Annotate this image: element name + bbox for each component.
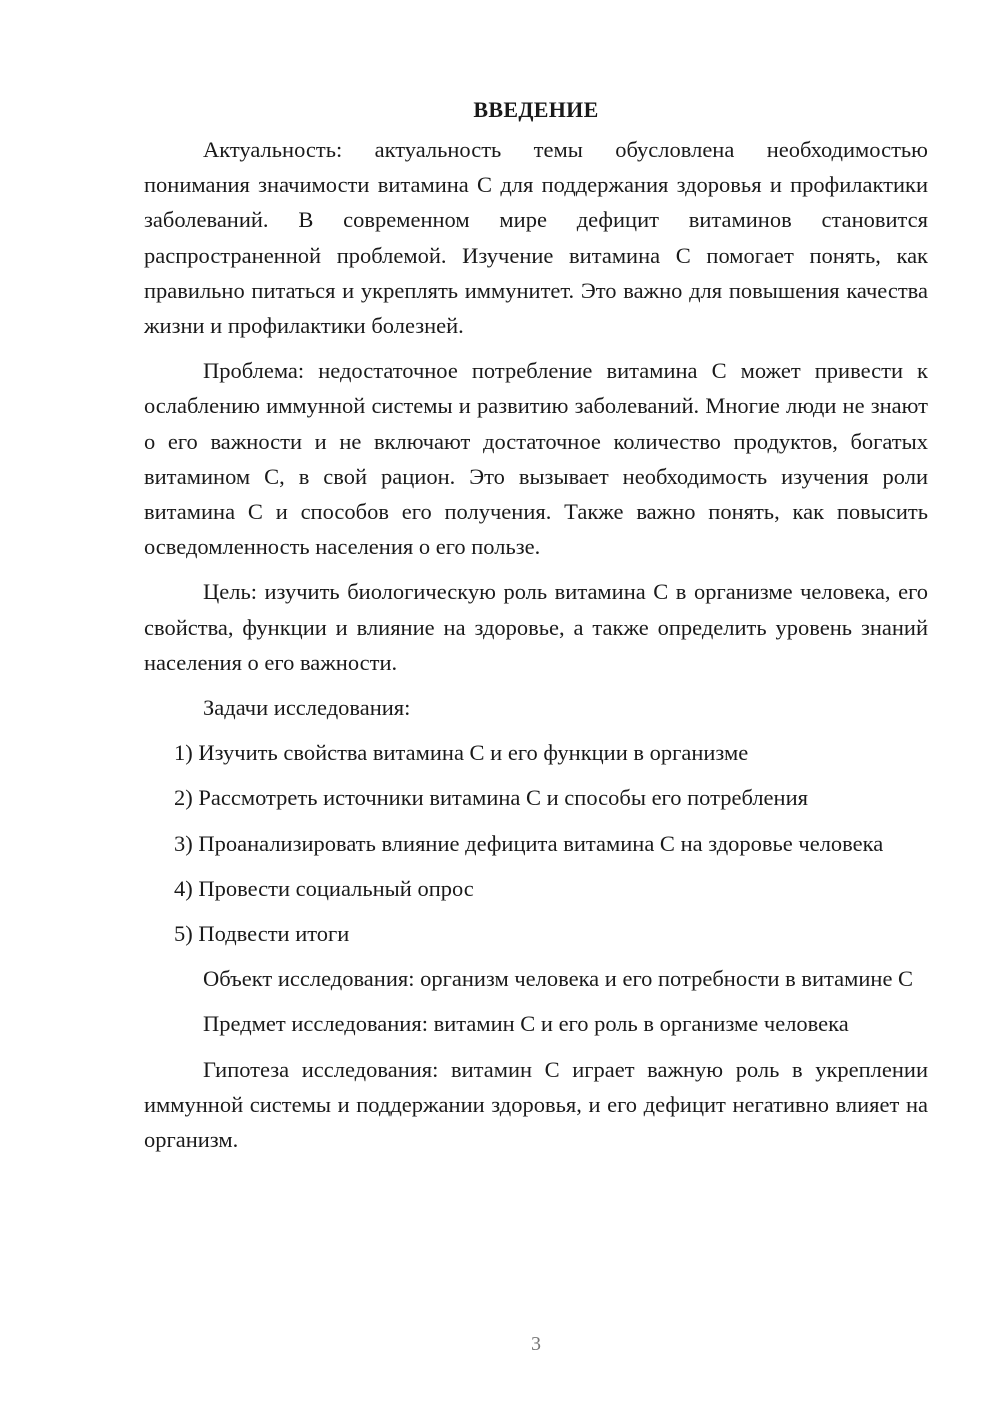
hypothesis-paragraph: Гипотеза исследования: витамин С играет важную роль в укреплении иммунной системы и поддержании здоровья, и его дефицит негативно влияет на организм. <box>144 1056 928 1153</box>
tasks-heading: Задачи исследования: <box>203 695 411 721</box>
object-paragraph: Объект исследования: организм человека и его потребности в витамине С <box>203 966 914 992</box>
task-item-1: 1) Изучить свойства витамина С и его функции в организме <box>174 740 749 766</box>
task-item-4: 4) Провести социальный опрос <box>174 875 474 901</box>
problem-paragraph: Проблема: недостаточное потребление витамина С может привести к ослаблению иммунной системы и развитию заболеваний. Многие люди не знают о его важности и не включают достаточное количество продуктов, богатых витамином С, в свой рацион. Это вызывает необходимость изучения роли витамина С и способов его получения. Также важно понять, как повысить осведомленность населения о его пользе. <box>144 358 928 560</box>
document-page <box>144 92 928 1167</box>
tasks-list <box>144 735 928 951</box>
task-item-2: 2) Рассмотреть источники витамина С и способы его потребления <box>174 785 808 811</box>
page-number: 3 <box>531 1333 541 1355</box>
task-item-3: 3) Проанализировать влияние дефицита витамина С на здоровье человека <box>174 830 884 856</box>
goal-paragraph: Цель: изучить биологическую роль витамина С в организме человека, его свойства, функции и влияние на здоровье, а также определить уровень знаний населения о его важности. <box>144 579 928 675</box>
relevance-paragraph: Актуальность: актуальность темы обусловлена необходимостью понимания значимости витамина С для поддержания здоровья и профилактики заболеваний. В современном мире дефицит витаминов становится распространенной проблемой. Изучение витамина С помогает понять, как правильно питаться и укреплять иммунитет. Это важно для повышения качества жизни и профилактики болезней. <box>144 137 928 339</box>
task-item-5: 5) Подвести итоги <box>174 921 350 947</box>
subject-paragraph: Предмет исследования: витамин С и его роль в организме человека <box>203 1011 849 1037</box>
page-title: ВВЕДЕНИЕ <box>473 97 599 122</box>
